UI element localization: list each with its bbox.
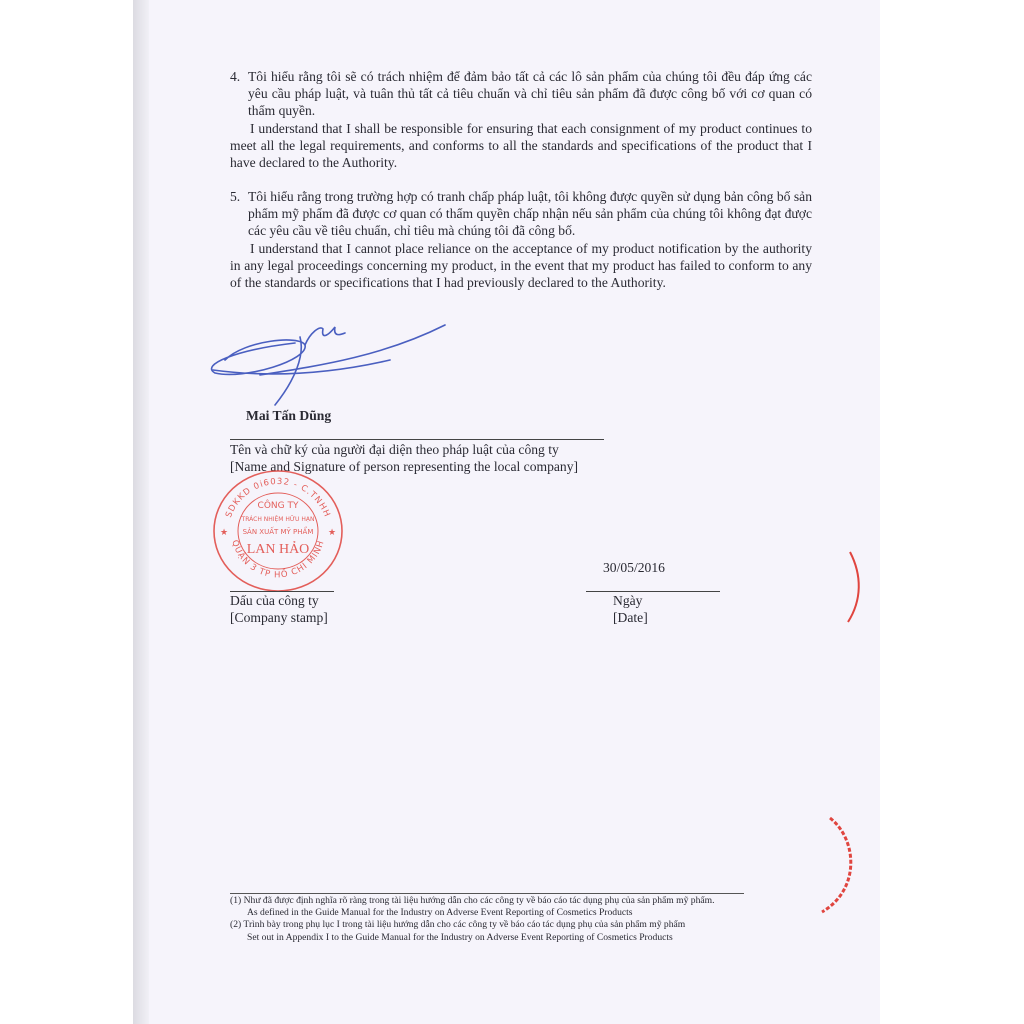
svg-text:★: ★ xyxy=(220,528,229,538)
signatory-name: Mai Tấn Dũng xyxy=(246,408,332,423)
company-stamp-label-en: [Company stamp] xyxy=(230,610,328,625)
stamp-line xyxy=(230,591,334,592)
stamp-line-1: CÔNG TY xyxy=(257,501,299,511)
signature-image xyxy=(205,315,455,410)
signature-label-en: [Name and Signature of person representing the local company] xyxy=(230,459,579,474)
footnote-vi: Trình bày trong phụ lục I trong tài liệu hướng dẫn cho các công ty về báo cáo tác dụng phụ của sản phẩm mỹ phẩm xyxy=(243,919,686,931)
date-label-en: [Date] xyxy=(613,610,648,625)
footnote-en: As defined in the Guide Manual for the Industry on Adverse Event Reporting of Cosmetics Products xyxy=(247,907,633,919)
page-edge xyxy=(133,0,149,1024)
clause-vi: Tôi hiểu rằng trong trường hợp có tranh chấp pháp luật, tôi không được quyền sử dụng bản công bố sản phẩm mỹ phẩm đã được cơ quan có thẩm quyền chấp nhận nếu sản phẩm của chúng tôi không đạt được các yêu cầu về tiêu chuẩn, chỉ tiêu mà chúng tôi đã công bố. xyxy=(248,189,812,239)
stamp-ring-top: SDKKD 0i6032 - C.TNHH xyxy=(224,476,332,520)
edge-seal-marks xyxy=(800,540,880,930)
company-stamp xyxy=(210,468,346,594)
clause-number: 4. xyxy=(230,69,241,84)
date-label-vi: Ngày xyxy=(613,593,643,608)
company-stamp-label-vi: Dấu của công ty xyxy=(230,593,319,608)
signature-line xyxy=(230,439,604,440)
date-value: 30/05/2016 xyxy=(603,560,665,575)
footnote-en: Set out in Appendix I to the Guide Manual for the Industry on Adverse Event Reporting of Cosmetics Products xyxy=(247,931,673,943)
stamp-line-4: LAN HẢO xyxy=(246,542,310,557)
clause-en: I understand that I cannot place reliance on the acceptance of my product notification by the authority in any legal proceedings concerning my product, in the event that my product has failed to conform to any of the standards or specifications that I had previously declared to the Authority. xyxy=(230,240,812,291)
footnote-mark: (1) xyxy=(230,895,242,906)
clause-en: I understand that I shall be responsible for ensuring that each consignment of my product continues to meet all the legal requirements, and conforms to all the standards and specifications of the product that I have declared to the Authority. xyxy=(230,120,812,171)
svg-text:★: ★ xyxy=(328,528,337,538)
stamp-line-3: SẢN XUẤT MỸ PHẨM xyxy=(242,528,314,536)
footnote-vi: Như đã được định nghĩa rõ ràng trong tài liệu hướng dẫn cho các công ty về báo cáo tác dụng phụ của sản phẩm mỹ phẩm. xyxy=(243,895,715,906)
stamp-line-2: TRÁCH NHIỆM HỮU HẠN xyxy=(241,516,315,523)
footnote-divider xyxy=(230,893,744,894)
footnote-mark: (2) xyxy=(230,919,242,931)
footnotes xyxy=(230,895,715,944)
clause-vi: Tôi hiểu rằng tôi sẽ có trách nhiệm để đảm bảo tất cả các lô sản phẩm của chúng tôi đều đáp ứng các yêu cầu pháp luật, và tuân thủ tất cả tiêu chuẩn và chỉ tiêu sản phẩm đã được công bố với cơ quan có thẩm quyền. xyxy=(248,69,812,119)
clause-number: 5. xyxy=(230,189,241,204)
stamp-ring-bottom: QUẬN 3 TP HỒ CHÍ MINH xyxy=(229,538,327,581)
date-line xyxy=(586,591,720,592)
clause-4 xyxy=(230,68,812,171)
clause-5 xyxy=(230,188,812,291)
signature-label-vi: Tên và chữ ký của người đại diện theo pháp luật của công ty xyxy=(230,442,559,457)
